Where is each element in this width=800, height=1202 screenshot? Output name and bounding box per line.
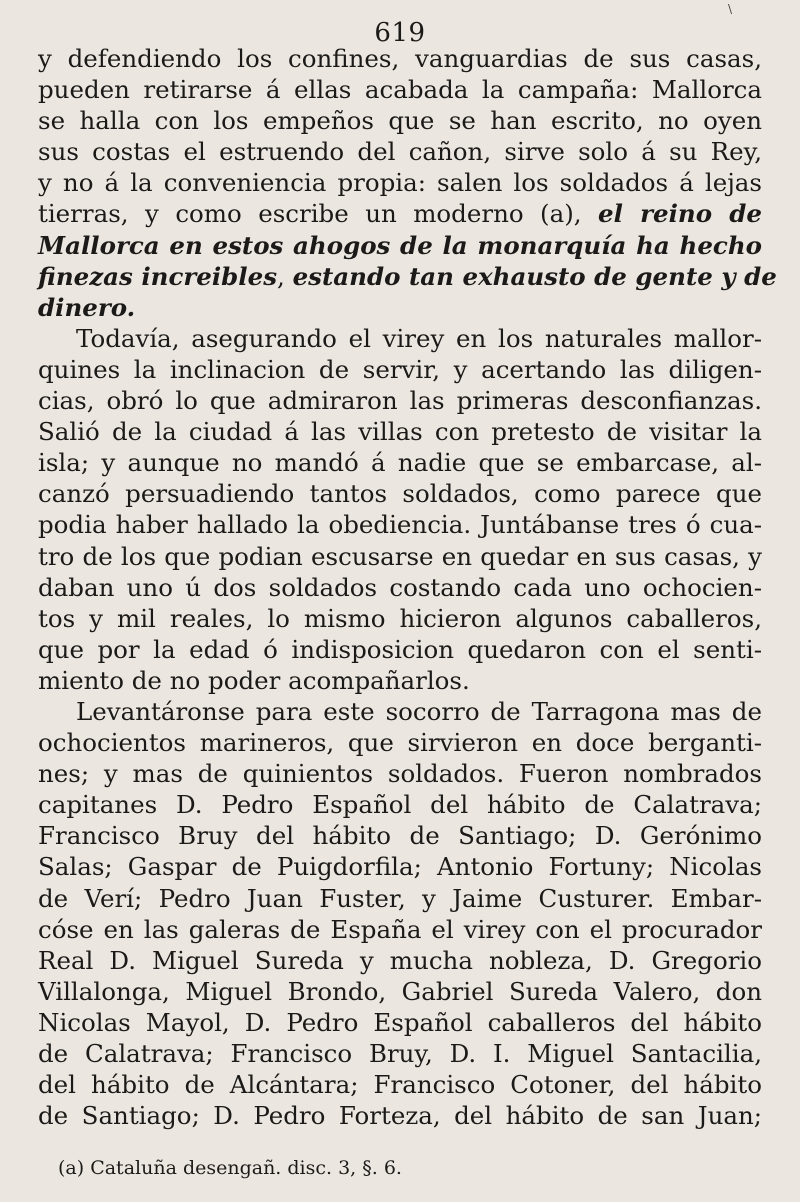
page-number: 619 xyxy=(374,18,426,48)
text-line: de Santiago; D. Pedro Forteza, del hábito de san Juan; xyxy=(38,1101,762,1131)
text-segment: tierras, y como escribe un moderno (a), xyxy=(38,199,582,229)
italic-quote-line: dinero. xyxy=(38,292,136,322)
text-line: Nicolas Mayol, D. Pedro Español caballeros del hábito xyxy=(38,1007,762,1037)
text-line: se halla con los empeños que se han escrito, no oyen xyxy=(38,106,762,136)
text-line: Salas; Gaspar de Puigdorfila; Antonio Fortuny; Nicolas xyxy=(38,852,762,882)
text-line: tos y mil reales, lo mismo hicieron algunos caballeros, xyxy=(38,603,762,633)
text-line: de Verí; Pedro Juan Fuster, y Jaime Custurer. Embar- xyxy=(38,883,762,913)
italic-quote: finezas increibles xyxy=(38,261,277,291)
italic-quote: estando tan exhausto de gente y de xyxy=(292,261,777,291)
footnote: (a) Cataluña desengañ. disc. 3, §. 6. xyxy=(58,1157,402,1179)
italic-quote-line: Mallorca en estos ahogos de la monarquía ha hecho xyxy=(38,230,762,260)
text-line: cias, obró lo que admiraron las primeras desconfianzas. xyxy=(38,386,762,416)
text-line: y defendiendo los confines, vanguardias de sus casas, xyxy=(38,44,762,73)
text-line: ochocientos marineros, que sirvieron en doce berganti- xyxy=(38,728,762,758)
text-line xyxy=(38,198,762,229)
text-line: Todavía, asegurando el virey en los naturales mallor- xyxy=(76,323,762,353)
text-line: que por la edad ó indisposicion quedaron con el senti- xyxy=(38,634,762,664)
text-line: nes; y mas de quinientos soldados. Fueron nombrados xyxy=(38,759,762,789)
page-body xyxy=(38,43,777,1131)
text-line: de Calatrava; Francisco Bruy, D. I. Miguel Santacilia, xyxy=(38,1039,762,1068)
corner-mark: \ xyxy=(728,2,733,16)
text-line: Levantáronse para este socorro de Tarragona mas de xyxy=(76,696,762,726)
text-line: Villalonga, Miguel Brondo, Gabriel Sureda Valero, don xyxy=(38,976,762,1006)
text-line: capitanes D. Pedro Español del hábito de Calatrava; xyxy=(38,790,762,820)
text-line: miento de no poder acompañarlos. xyxy=(38,665,470,695)
italic-quote: el reino de xyxy=(598,199,762,229)
text-line: Francisco Bruy del hábito de Santiago; D. Gerónimo xyxy=(38,821,762,851)
text-line: Salió de la ciudad á las villas con pretesto de visitar la xyxy=(38,417,762,447)
text-line: sus costas el estruendo del cañon, sirve solo á su Rey, xyxy=(38,137,762,167)
text-line: canzó persuadiendo tantos soldados, como parece que xyxy=(38,479,762,509)
text-line: del hábito de Alcántara; Francisco Cotoner, del hábito xyxy=(38,1070,762,1100)
text-line: tro de los que podian escusarse en quedar en sus casas, y xyxy=(38,541,762,571)
text-line: isla; y aunque no mandó á nadie que se embarcase, al- xyxy=(38,448,762,478)
text-line: cóse en las galeras de España el virey con el procurador xyxy=(38,914,762,944)
text-line: Real D. Miguel Sureda y mucha nobleza, D. Gregorio xyxy=(38,945,762,975)
text-line: quines la inclinacion de servir, y acertando las diligen- xyxy=(38,354,762,384)
text-line: finezas increibles, estando tan exhausto de gente y de xyxy=(38,261,777,291)
text-line: daban uno ú dos soldados costando cada uno ochocien- xyxy=(38,572,762,602)
text-line: y no á la conveniencia propia: salen los soldados á lejas xyxy=(38,168,762,198)
text-line: podia haber hallado la obediencia. Juntábanse tres ó cua- xyxy=(38,510,762,540)
text-line: pueden retirarse á ellas acabada la campaña: Mallorca xyxy=(38,75,762,105)
